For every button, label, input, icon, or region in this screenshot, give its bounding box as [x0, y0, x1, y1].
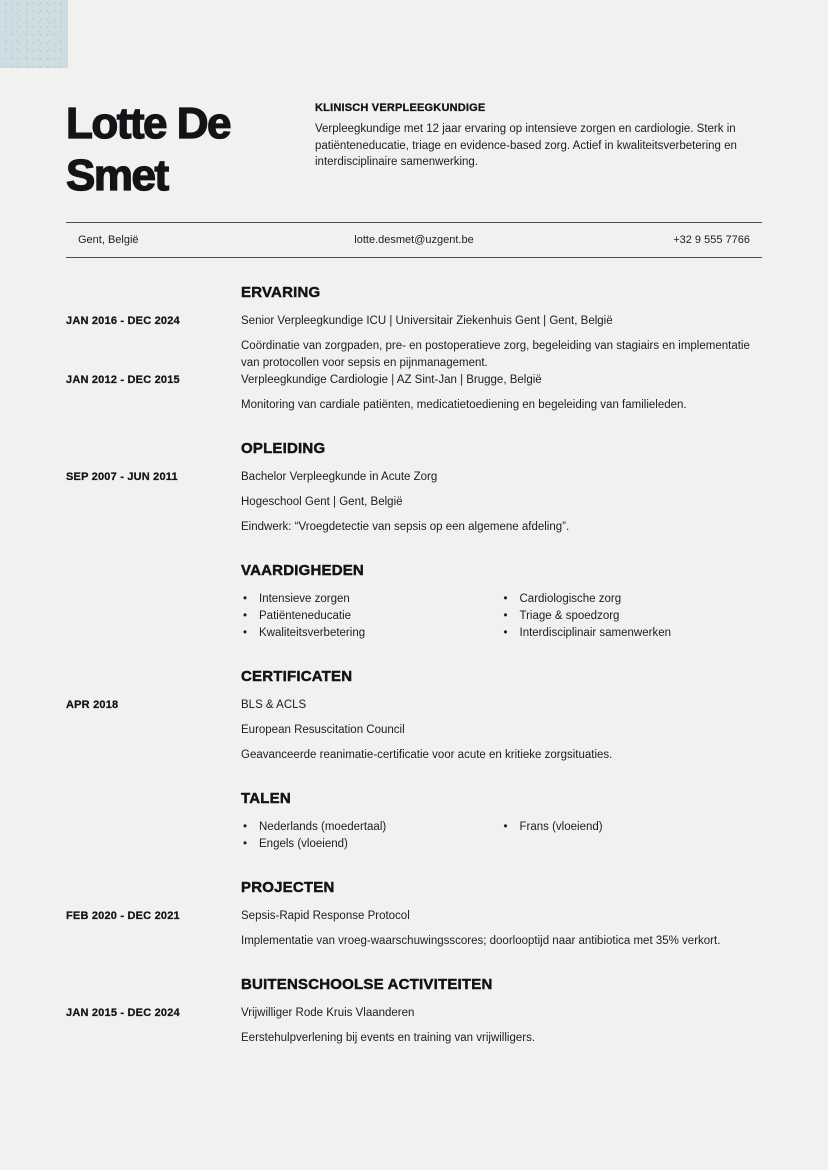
entry-date: JAN 2012 - DEC 2015 [66, 374, 180, 386]
candidate-name: Lotte De Smet [66, 99, 230, 200]
skills-column-1 [241, 591, 502, 642]
languages-list [241, 819, 762, 853]
section-projecten [66, 879, 762, 950]
profile-summary: Verpleegkundige met 12 jaar ervaring op intensieve zorgen en cardiologie. Sterk in patiënteneducatie, triage en evidence-based zorg. Actief in kwaliteitsverbetering en interdisciplinaire samenwerking. [315, 123, 737, 168]
entry-title: Verpleegkundige Cardiologie | AZ Sint-Jan | Brugge, België [241, 374, 542, 386]
entry-title: Senior Verpleegkundige ICU | Universitair Ziekenhuis Gent | Gent, België [241, 315, 613, 327]
section-heading-ervaring: ERVARING [241, 284, 321, 301]
contact-email: lotte.desmet@uzgent.be [354, 234, 474, 246]
skill-item: • Patiënteneducatie [241, 608, 502, 625]
entry-description: Monitoring van cardiale patiënten, medicatietoediening en begeleiding van familieleden. [241, 399, 687, 411]
entry-date: FEB 2020 - DEC 2021 [66, 910, 180, 922]
activity-title: Vrijwilliger Rode Kruis Vlaanderen [241, 1007, 415, 1019]
language-item: • Engels (vloeiend) [241, 836, 502, 853]
skill-item: • Kwaliteitsverbetering [241, 625, 502, 642]
project-entry [241, 908, 762, 950]
section-heading-opleiding: OPLEIDING [241, 440, 326, 457]
section-heading-talen: TALEN [241, 790, 291, 807]
languages-column-2 [502, 819, 763, 853]
resume-header [0, 0, 828, 202]
language-item: • Nederlands (moedertaal) [241, 819, 502, 836]
section-heading-vaardigheden: VAARDIGHEDEN [241, 562, 364, 579]
entry-description: Coördinatie van zorgpaden, pre- en postoperatieve zorg, begeleiding van stagiairs en implementatie van protocollen voor sepsis en pijnmanagement. [241, 340, 750, 369]
education-entry [241, 469, 762, 536]
entry-date: APR 2018 [66, 699, 119, 711]
decorative-corner-square [0, 0, 68, 68]
contact-phone: +32 9 555 7766 [673, 234, 750, 246]
entry-date: JAN 2015 - DEC 2024 [66, 1007, 180, 1019]
section-heading-projecten: PROJECTEN [241, 879, 335, 896]
section-vaardigheden [66, 562, 762, 642]
section-ervaring [66, 284, 762, 414]
section-heading-certificaten: CERTIFICATEN [241, 668, 353, 685]
section-certificaten [66, 668, 762, 764]
certificate-title: BLS & ACLS [241, 699, 307, 711]
skills-list [241, 591, 762, 642]
contact-location: Gent, België [78, 234, 139, 246]
entry-date: JAN 2016 - DEC 2024 [66, 315, 180, 327]
experience-entry [241, 372, 762, 414]
empty-date-cell [66, 819, 241, 853]
section-heading-buitenschoolse: BUITENSCHOOLSE ACTIVITEITEN [241, 976, 493, 993]
section-buitenschoolse-activiteiten [66, 976, 762, 1047]
header-right-block [315, 98, 762, 202]
skills-column-2 [502, 591, 763, 642]
activity-description: Eerstehulpverlening bij events en training van vrijwilligers. [241, 1032, 536, 1044]
section-opleiding [66, 440, 762, 536]
empty-date-cell [66, 591, 241, 642]
skill-item: • Intensieve zorgen [241, 591, 502, 608]
section-talen [66, 790, 762, 853]
certificate-description: Geavanceerde reanimatie-certificatie voor acute en kritieke zorgsituaties. [241, 749, 613, 761]
language-item: • Frans (vloeiend) [502, 819, 763, 836]
activity-entry [241, 1005, 762, 1047]
entry-date: SEP 2007 - JUN 2011 [66, 471, 178, 483]
contact-bar [66, 222, 762, 258]
languages-column-1 [241, 819, 502, 853]
school-name: Hogeschool Gent | Gent, België [241, 496, 403, 508]
thesis-note: Eindwerk: “Vroegdetectie van sepsis op een algemene afdeling”. [241, 521, 570, 533]
experience-entry [241, 313, 762, 372]
certificate-issuer: European Resuscitation Council [241, 724, 405, 736]
project-title: Sepsis-Rapid Response Protocol [241, 910, 410, 922]
skill-item: • Triage & spoedzorg [502, 608, 763, 625]
skill-item: • Interdisciplinair samenwerken [502, 625, 763, 642]
certificate-entry [241, 697, 762, 764]
degree-title: Bachelor Verpleegkunde in Acute Zorg [241, 471, 438, 483]
job-title: KLINISCH VERPLEEGKUNDIGE [315, 102, 486, 114]
project-description: Implementatie van vroeg-waarschuwingsscores; doorlooptijd naar antibiotica met 35% verkort. [241, 935, 721, 947]
resume-body [0, 284, 828, 1047]
skill-item: • Cardiologische zorg [502, 591, 763, 608]
